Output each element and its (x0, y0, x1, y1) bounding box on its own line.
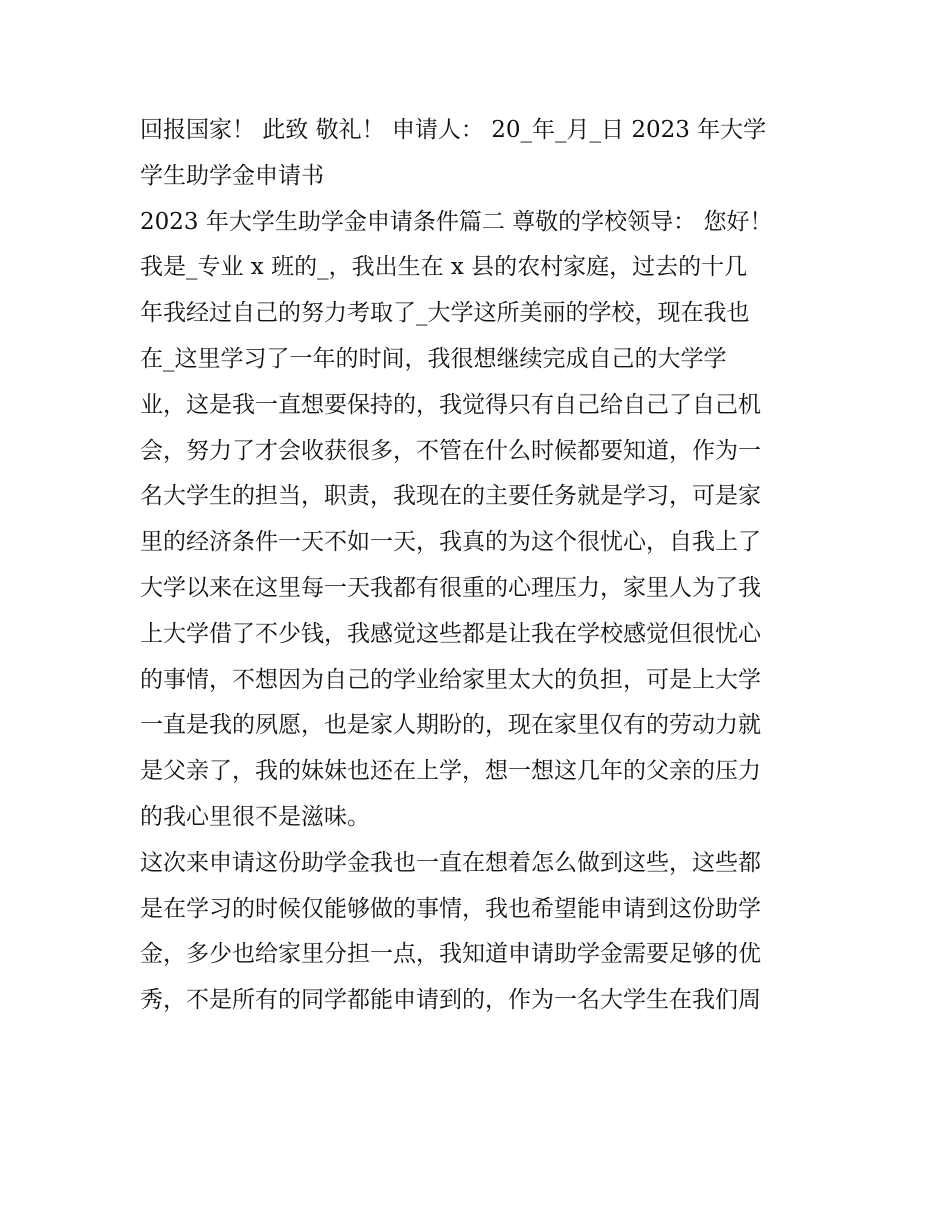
text-line: 金，多少也给家里分担一点，我知道申请助学金需要足够的优 (140, 941, 761, 968)
text-line: 名大学生的担当，职责，我现在的主要任务就是学习，可是家 (140, 483, 761, 510)
text-line: 是在学习的时候仅能够做的事情，我也希望能申请到这份助学 (140, 895, 761, 922)
text-line: 一直是我的夙愿，也是家人期盼的，现在家里仅有的劳动力就 (140, 712, 761, 739)
text-line: 业，这是我一直想要保持的，我觉得只有自己给自己了自己机 (140, 391, 761, 418)
text-line: 上大学借了不少钱，我感觉这些都是让我在学校感觉但很忧心 (140, 620, 761, 647)
text-line: 在_这里学习了一年的时间，我很想继续完成自己的大学学 (140, 345, 727, 372)
text-line: 回报国家！ 此致 敬礼！ 申请人： 20_年_月_日 2023 年大学 (140, 117, 767, 143)
text-line: 里的经济条件一天不如一天，我真的为这个很忧心，自我上了 (140, 529, 761, 556)
text-line: 大学以来在这里每一天我都有很重的心理压力，家里人为了我 (140, 574, 761, 601)
text-line: 学生助学金申请书 (140, 162, 324, 189)
text-line: 2023 年大学生助学金申请条件篇二 尊敬的学校领导： 您好！ (140, 208, 773, 235)
text-line: 秀，不是所有的同学都能申请到的，作为一名大学生在我们周 (140, 987, 761, 1014)
text-line: 的事情，不想因为自己的学业给家里太大的负担，可是上大学 (140, 666, 761, 693)
text-line: 是父亲了，我的妹妹也还在上学，想一想这几年的父亲的压力 (140, 758, 761, 785)
text-line: 会，努力了才会收获很多，不管在什么时候都要知道，作为一 (140, 437, 761, 464)
text-line: 年我经过自己的努力考取了_大学这所美丽的学校，现在我也 (140, 300, 750, 327)
document-body (140, 108, 812, 1024)
text-line: 这次来申请这份助学金我也一直在想着怎么做到这些，这些都 (140, 849, 761, 876)
text-line: 我是_专业 x 班的_，我出生在 x 县的农村家庭，过去的十几 (140, 254, 748, 281)
text-line: 的我心里很不是滋味。 (140, 803, 370, 830)
